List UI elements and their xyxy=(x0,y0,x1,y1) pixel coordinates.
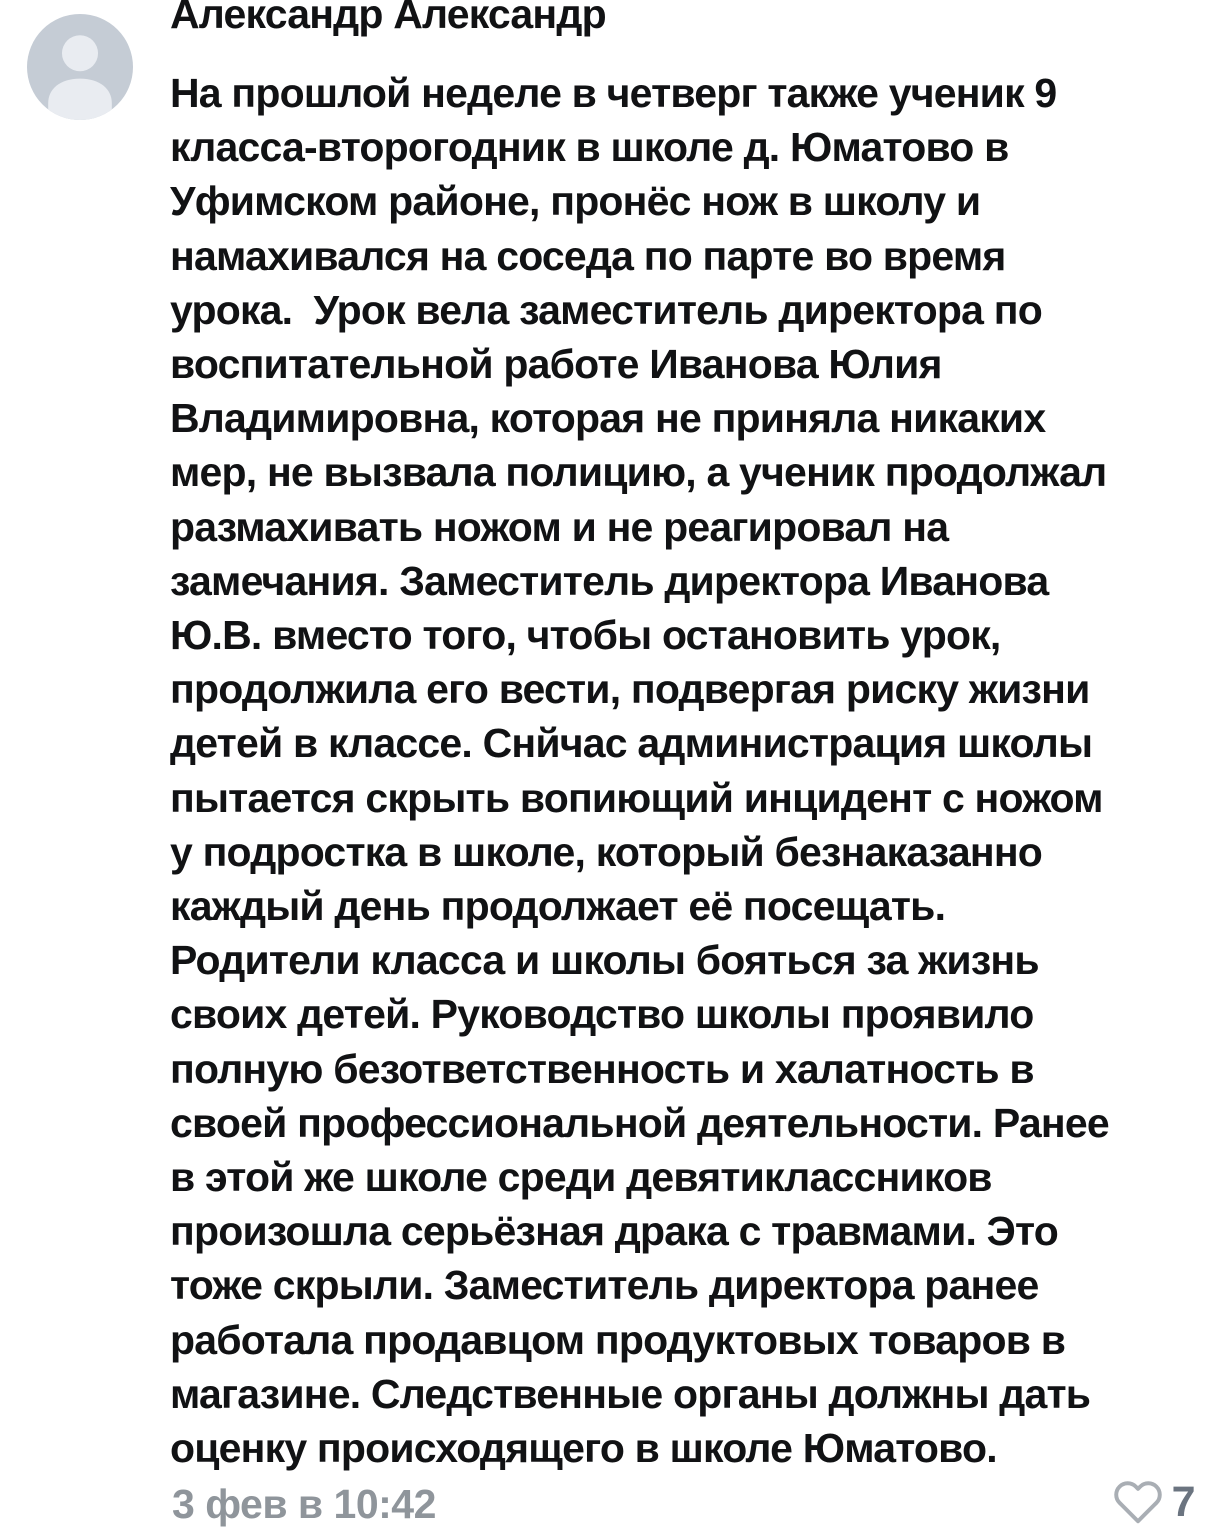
comment-text-line: Владимировна, которая не приняла никаких xyxy=(170,395,1046,442)
comment-text-line: у подростка в школе, который безнаказанно xyxy=(170,828,1043,875)
comment-text-line: в этой же школе среди девятиклассников xyxy=(170,1154,992,1201)
comment-text-line: тоже скрыли. Заместитель директора ранее xyxy=(170,1262,1039,1309)
comment-text-line: детей в классе. Снйчас администрация школы xyxy=(170,720,1093,767)
heart-outline-icon xyxy=(1113,1477,1163,1527)
comment-text-line: урока. Урок вела заместитель директора по xyxy=(170,286,1042,333)
avatar[interactable] xyxy=(27,14,133,120)
comment-text-line: своих детей. Руководство школы проявило xyxy=(170,991,1034,1038)
comment-text-line: Уфимском районе, пронёс нож в школу и xyxy=(170,178,981,225)
comment-text-line: Ю.В. вместо того, чтобы остановить урок, xyxy=(170,612,1001,659)
author-name[interactable]: Александр Александр xyxy=(170,0,606,37)
comment-text-line: замечания. Заместитель директора Иванова xyxy=(170,557,1049,604)
comment-text-line: мер, не вызвала полицию, а ученик продолжал xyxy=(170,449,1107,496)
comment-text-line: оценку происходящего в школе Юматово. xyxy=(170,1425,997,1472)
comment-text xyxy=(170,66,1215,1475)
comment-text-line: Родители класса и школы бояться за жизнь xyxy=(170,937,1039,984)
comment-text-line: работала продавцом продуктовых товаров в xyxy=(170,1316,1066,1363)
person-placeholder-icon xyxy=(27,14,133,120)
comment-text-line: каждый день продолжает её посещать. xyxy=(170,883,946,930)
comment-text-line: пытается скрыть вопиющий инцидент с ножом xyxy=(170,774,1103,821)
comment-text-line: произошла серьёзная драка с травмами. Это xyxy=(170,1208,1059,1255)
comment-text-line: класса-второгодник в школе д. Юматово в xyxy=(170,124,1009,171)
like-button[interactable] xyxy=(1113,1477,1195,1527)
comment-text-line: воспитательной работе Иванова Юлия xyxy=(170,341,942,388)
comment-text-line: продолжила его вести, подвергая риску жизни xyxy=(170,666,1090,713)
comment-timestamp[interactable]: 3 фев в 10:42 xyxy=(172,1481,436,1527)
comment-text-line: размахивать ножом и не реагировал на xyxy=(170,503,949,550)
comment-text-line: магазине. Следственные органы должны дать xyxy=(170,1370,1091,1417)
comment-text-line: полную безответственность и халатность в xyxy=(170,1045,1034,1092)
comment-text-line: На прошлой неделе в четверг также ученик 9 xyxy=(170,70,1057,116)
comment-text-line: намахивался на соседа по парте во время xyxy=(170,232,1006,279)
comment-text-line: своей профессиональной деятельности. Ранее xyxy=(170,1099,1109,1146)
like-count: 7 xyxy=(1171,1478,1195,1526)
